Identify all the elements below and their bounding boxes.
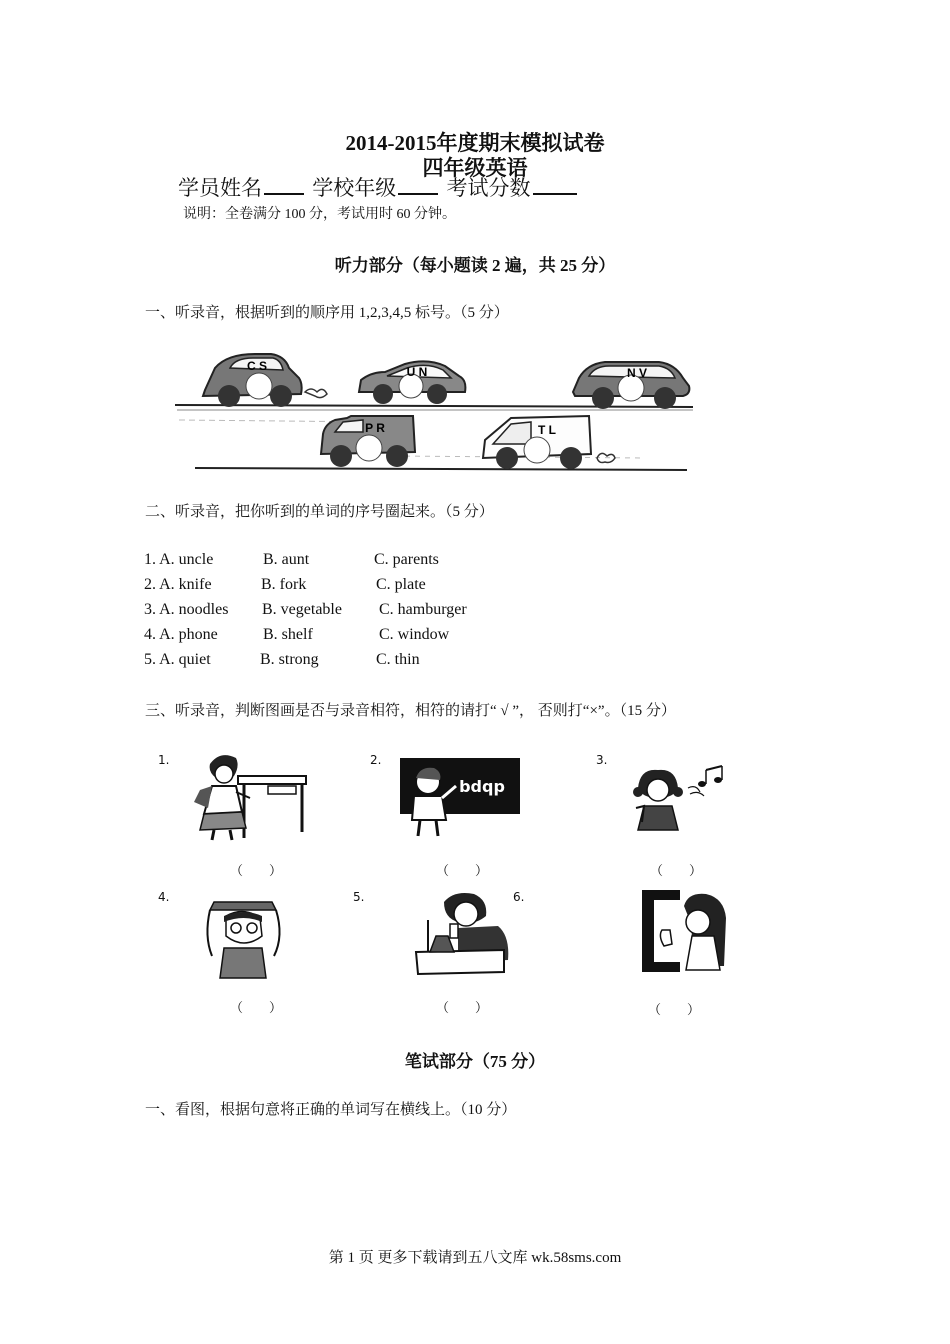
exam-note: 说明：全卷满分 100 分，考试用时 60 分钟。 (183, 207, 456, 222)
student-info-row (178, 172, 580, 202)
q2-row3-b[interactable]: B. vegetable (262, 601, 342, 618)
page-footer: 第 1 页 更多下载请到五八文库 wk.58sms.com (328, 1250, 622, 1266)
q2-row4-a[interactable]: 4. A. phone (144, 626, 218, 643)
car-nv-letters: N V (626, 366, 648, 380)
cars-illustration (175, 348, 695, 476)
picture-4-boy-book (200, 896, 286, 984)
listening-q1-instruction: 一、听录音，根据听到的顺序用 1,2,3,4,5 标号。（5 分） (145, 305, 509, 321)
q2-row4-b[interactable]: B. shelf (263, 626, 313, 643)
q2-row4-c[interactable]: C. window (379, 626, 450, 643)
picture-5-answer[interactable]: （ ） (436, 1000, 489, 1015)
q2-row5-a[interactable]: 5. A. quiet (144, 651, 211, 668)
car-cs (203, 354, 327, 407)
car-un-letters: U N (406, 365, 428, 379)
q2-row1-a[interactable]: 1. A. uncle (144, 551, 214, 568)
q2-row2-b[interactable]: B. fork (261, 576, 307, 593)
car-nv (573, 362, 689, 409)
car-tl (483, 416, 615, 469)
writing-q1-instruction: 一、看图，根据句意将正确的单词写在横线上。（10 分） (145, 1102, 517, 1118)
q2-row2-a[interactable]: 2. A. knife (144, 576, 212, 593)
listening-heading: 听力部分（每小题读 2 遍，共 25 分） (334, 256, 616, 275)
school-label: 学校年级 (312, 176, 397, 200)
picture-4-answer[interactable]: （ ） (230, 1000, 283, 1015)
car-pr-letters: P R (365, 421, 385, 435)
picture-3-girl-singing (630, 764, 736, 836)
car-un (359, 361, 465, 404)
school-blank[interactable] (398, 173, 438, 195)
picture-1-label: 1. (158, 753, 170, 767)
picture-2-answer[interactable]: （ ） (436, 863, 489, 878)
picture-3-label: 3. (596, 753, 608, 767)
name-blank[interactable] (264, 173, 304, 195)
q2-row1-b[interactable]: B. aunt (263, 551, 310, 568)
picture-6-answer[interactable]: （ ） (648, 1002, 701, 1017)
listening-q3-instruction: 三、听录音，判断图画是否与录音相符，相符的请打“ √ ”， 否则打“×”。（15 分） (145, 703, 676, 719)
exam-title: 2014-2015年度期末模拟试卷 (345, 131, 605, 155)
picture-2-blackboard (398, 756, 524, 840)
score-blank[interactable] (533, 173, 577, 195)
blackboard-text: bdqp (459, 777, 505, 796)
exam-subtitle: 四年级英语 (422, 156, 528, 180)
picture-4-label: 4. (158, 890, 170, 904)
picture-2-label: 2. (370, 753, 382, 767)
picture-6-girl-door (640, 886, 732, 974)
name-label: 学员姓名 (178, 176, 262, 200)
picture-5-boy-experiment (414, 890, 514, 980)
q2-row5-c[interactable]: C. thin (376, 651, 420, 668)
listening-q2-instruction: 二、听录音，把你听到的单词的序号圈起来。（5 分） (145, 504, 494, 520)
picture-1-girl-desk (190, 752, 310, 844)
picture-6-label: 6. (513, 890, 525, 904)
q2-row1-c[interactable]: C. parents (374, 551, 439, 568)
car-pr (321, 416, 415, 467)
car-tl-letters: T L (538, 423, 556, 437)
q2-row5-b[interactable]: B. strong (260, 651, 319, 668)
q2-row3-c[interactable]: C. hamburger (379, 601, 467, 618)
picture-3-answer[interactable]: （ ） (650, 863, 703, 878)
picture-5-label: 5. (353, 890, 365, 904)
car-cs-letters: C S (246, 359, 268, 373)
q2-row2-c[interactable]: C. plate (376, 576, 426, 593)
score-label: 考试分数 (446, 176, 531, 200)
q2-row3-a[interactable]: 3. A. noodles (144, 601, 229, 618)
picture-1-answer[interactable]: （ ） (230, 863, 283, 878)
writing-heading: 笔试部分（75 分） (404, 1052, 546, 1071)
